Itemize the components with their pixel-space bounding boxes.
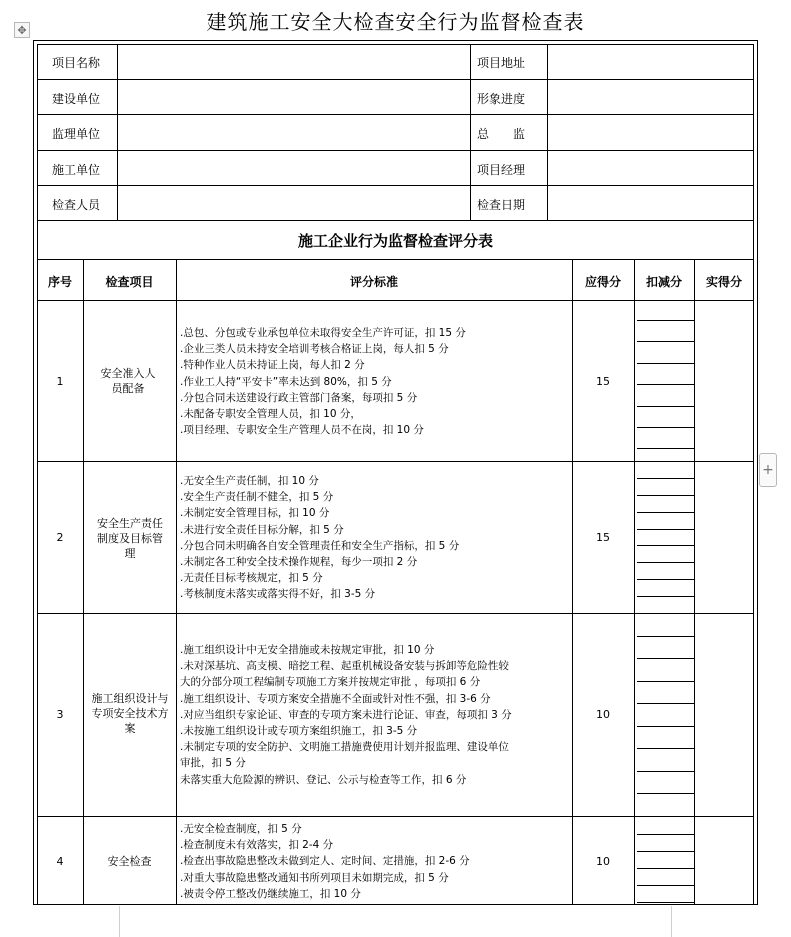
label-project-address: 项目地址 [477,56,526,70]
project-name-field[interactable] [118,45,470,79]
progress-field[interactable] [548,80,753,114]
row-1-seq: 1 [56,375,64,388]
label-project-manager: 项目经理 [477,163,526,177]
table-grid [37,44,754,905]
header-seq: 序号 [47,275,72,289]
criteria-line: .未按施工组织设计或专项方案组织施工，扣 3-5 分 [180,725,418,738]
criteria-line: .对重大事故隐患整改通知书所列项目未如期完成，扣 5 分 [180,871,449,884]
document-title: 建筑施工安全大检查安全行为监督检查表 [206,10,585,34]
row-4-seq: 4 [56,855,64,868]
row-3-criteria [180,642,512,788]
row-4-actual-score[interactable] [695,817,753,905]
page-margin-marker [671,906,672,937]
label-chief-supervisor: 总 监 [477,127,526,141]
criteria-line: .检查出事故隐患整改未做到定人、定时间、定措施，扣 2-6 分 [180,855,470,868]
contractor-field[interactable] [118,151,470,185]
supervision-unit-field[interactable] [118,115,470,150]
criteria-line: .无安全检查制度，扣 5 分 [180,823,302,835]
project-address-field[interactable] [548,45,753,79]
label-inspection-date: 检查日期 [477,198,526,212]
criteria-line: .未配备专职安全管理人员，扣 10 分， [180,408,361,421]
add-column-button[interactable]: + [759,453,777,487]
criteria-line: .对应当组织专家论证、审查的专项方案未进行论证、审查，每项扣 3 分 [180,708,512,721]
row-2-due-score: 15 [596,531,610,544]
page-margin-marker [119,906,120,937]
criteria-line: .安全生产责任制不健全，扣 5 分 [180,491,334,504]
label-contractor: 施工单位 [52,163,101,177]
label-progress: 形象进度 [477,92,526,106]
row-3-item: 施工组织设计与专项安全技术方案 [91,692,169,735]
row-4-due-score: 10 [596,855,610,868]
criteria-line: .施工组织设计、专项方案安全措施不全面或针对性不强，扣 3-6 分 [180,692,491,705]
criteria-line: .分包合同未送建设行政主管部门备案，每项扣 5 分 [180,391,418,404]
label-inspectors: 检查人员 [52,198,101,212]
row-1-criteria [180,325,466,438]
header-deduction: 扣减分 [645,275,682,289]
table-move-handle-icon[interactable]: ✥ [14,22,30,38]
header-actual-score: 实得分 [705,275,742,289]
row-1-due-score: 15 [596,375,610,388]
project-manager-field[interactable] [548,151,753,185]
row-3-seq: 3 [56,708,64,721]
criteria-line: .作业工人持“平安卡”率未达到 80%，扣 5 分 [180,375,392,388]
header-due-score: 应得分 [584,275,621,289]
criteria-line: .考核制度未落实或落实得不好，扣 3-5 分 [180,588,376,601]
section-title: 施工企业行为监督检查评分表 [297,232,493,250]
inspectors-field[interactable] [118,186,470,220]
row-3-due-score: 10 [596,708,610,721]
row-4-item: 安全检查 [107,855,152,868]
criteria-line: .无责任目标考核规定，扣 5 分 [180,572,323,585]
row-1-actual-score[interactable] [695,301,753,461]
construction-unit-field[interactable] [118,80,470,114]
row-2-seq: 2 [56,531,64,544]
criteria-line: .施工组织设计中无安全措施或未按规定审批，扣 10 分 [180,644,435,656]
criteria-line: 大的分部分项工程编制专项施工方案并按规定审批 ，每项扣 6 分 [180,676,481,689]
row-2-actual-score[interactable] [695,462,753,613]
criteria-line: .未对深基坑、高支模、暗挖工程、起重机械设备安装与拆卸等危险性较 [180,660,509,673]
row-1-item: 安全准入人员配备 [100,367,156,395]
label-supervision-unit: 监理单位 [52,127,101,141]
inspection-table [33,40,758,905]
label-project-name: 项目名称 [52,56,101,70]
label-construction-unit: 建设单位 [52,92,101,106]
row-2-criteria [180,473,459,603]
criteria-line: .未制定各工种安全技术操作规程，每少一项扣 2 分 [180,556,418,569]
header-item: 检查项目 [105,275,154,289]
criteria-line: .项目经理、专职安全生产管理人员不在岗，扣 10 分 [180,424,424,437]
criteria-line: .未制定专项的安全防护、文明施工措施费使用计划并报监理、建设单位 [180,741,509,754]
criteria-line: .被责令停工整改仍继续施工，扣 10 分 [180,887,361,900]
row-4-criteria [180,821,470,902]
criteria-line: .企业三类人员未持安全培训考核合格证上岗，每人扣 5 分 [180,343,449,356]
header-criteria: 评分标准 [349,275,398,289]
criteria-line: .未制定安全管理目标，扣 10 分 [180,507,330,520]
criteria-line: 未落实重大危险源的辨识、登记、公示与检查等工作，扣 6 分 [180,773,467,786]
criteria-line: .总包、分包或专业承包单位未取得安全生产许可证，扣 15 分 [180,327,466,339]
criteria-line: .无安全生产责任制，扣 10 分 [180,475,319,487]
row-3-actual-score[interactable] [695,614,753,816]
criteria-line: 审批，扣 5 分 [180,757,246,770]
criteria-line: .分包合同未明确各自安全管理责任和安全生产指标，扣 5 分 [180,539,460,552]
criteria-line: .特种作业人员未持证上岗，每人扣 2 分 [180,359,365,372]
criteria-line: .未进行安全责任目标分解，扣 5 分 [180,523,344,536]
criteria-line: .检查制度未有效落实，扣 2-4 分 [180,839,334,852]
row-2-item: 安全生产责任制度及目标管理 [97,517,163,560]
chief-supervisor-field[interactable] [548,115,753,150]
inspection-date-field[interactable] [548,186,753,220]
